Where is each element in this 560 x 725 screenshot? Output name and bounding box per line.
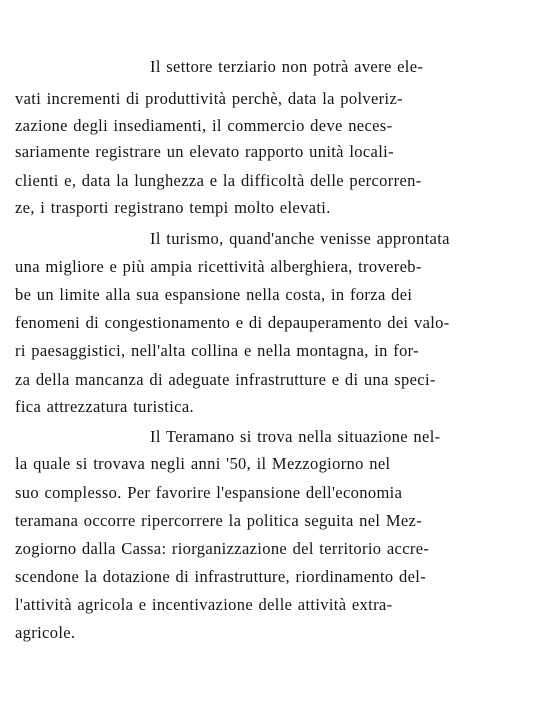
paragraph-1-line-6: ze, i trasporti registrano tempi molto elevati. [15, 198, 331, 217]
paragraph-2-line-2: una migliore e più ampia ricettività alberghiera, trovereb- [15, 257, 422, 276]
paragraph-3-line-5: zogiorno dalla Cassa: riorganizzazione del territorio accre- [15, 539, 430, 558]
paragraph-2-line-7: fica attrezzatura turistica. [15, 397, 194, 416]
paragraph-3-line-6: scendone la dotazione di infrastrutture, riordinamento del- [15, 567, 427, 586]
paragraph-1-line-5: clienti e, data la lunghezza e la difficoltà delle percorren- [15, 171, 422, 190]
paragraph-3-line-1: Il Teramano si trova nella situazione nel- [150, 427, 441, 446]
paragraph-1-line-3: zazione degli insediamenti, il commercio deve neces- [15, 116, 393, 135]
paragraph-3-line-3: suo complesso. Per favorire l'espansione dell'economia [15, 483, 403, 502]
paragraph-1-line-2: vati incrementi di produttività perchè, data la polveriz- [15, 89, 403, 108]
paragraph-3-line-2: la quale si trovava negli anni '50, il Mezzogiorno nel [15, 454, 391, 473]
paragraph-3-line-4: teramana occorre ripercorrere la politica seguita nel Mez- [15, 511, 423, 530]
paragraph-3-line-8: agricole. [15, 623, 76, 642]
paragraph-3-line-7: l'attività agricola e incentivazione delle attività extra- [15, 595, 393, 614]
paragraph-2-line-3: be un limite alla sua espansione nella costa, in forza dei [15, 285, 413, 304]
paragraph-1-line-4: sariamente registrare un elevato rapporto unità locali- [15, 142, 394, 161]
paragraph-2-line-5: ri paesaggistici, nell'alta collina e nella montagna, in for- [15, 341, 420, 360]
paragraph-1-line-1: Il settore terziario non potrà avere ele- [150, 57, 424, 76]
paragraph-2-line-4: fenomeni di congestionamento e di depauperamento dei valo- [15, 313, 450, 332]
paragraph-2-line-1: Il turismo, quand'anche venisse approntata [150, 229, 450, 248]
paragraph-2-line-6: za della mancanza di adeguate infrastrutture e di una speci- [15, 370, 436, 389]
